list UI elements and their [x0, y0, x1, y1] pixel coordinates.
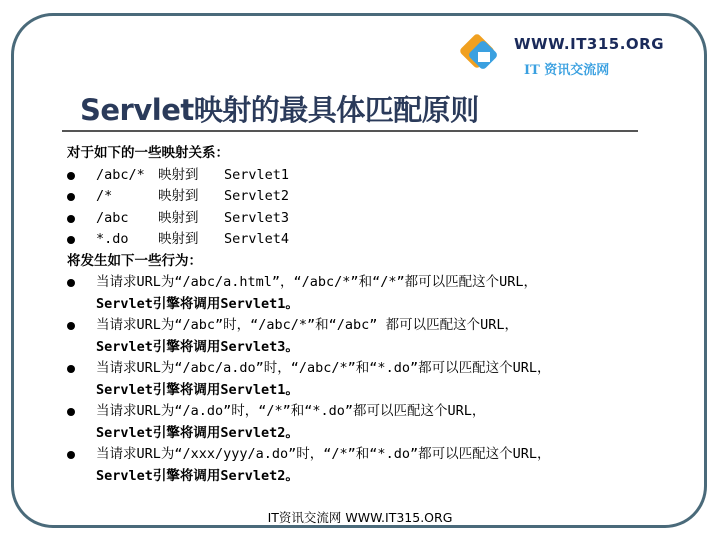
- mapping-path: /abc/*: [96, 166, 145, 183]
- mapping-target: Servlet3: [224, 209, 290, 226]
- mapping-target: Servlet1: [224, 166, 290, 183]
- title-divider: [62, 130, 638, 132]
- slide-title: Servlet映射的最具体匹配原则: [80, 93, 479, 127]
- behavior-item: [67, 444, 550, 487]
- site-logo: [458, 30, 665, 80]
- behavior-condition: 当请求URL为“/a.do”时，“/*”和“*.do”都可以匹配这个URL，: [96, 403, 486, 419]
- mapping-item: [67, 208, 550, 230]
- mapping-path: /abc: [96, 209, 129, 226]
- behavior-result: Servlet引擎将调用Servlet2。: [96, 467, 299, 484]
- bullet-icon: [67, 279, 75, 287]
- mapping-verb: 映射到: [158, 188, 199, 204]
- mapping-target: Servlet2: [224, 188, 290, 204]
- mapping-item: [67, 229, 550, 251]
- behavior-result: Servlet引擎将调用Servlet2。: [96, 424, 299, 441]
- behavior-condition: 当请求URL为“/xxx/yyy/a.do”时，“/*”和“*.do”都可以匹配这个URL，: [96, 446, 551, 462]
- behavior-condition: 当请求URL为“/abc/a.do”时，“/abc/*”和“*.do”都可以匹配这个URL，: [96, 360, 551, 376]
- mapping-verb: 映射到: [158, 209, 199, 226]
- intro-text: 对于如下的一些映射关系：: [67, 145, 229, 161]
- footer-text: IT资讯交流网 WWW.IT315.ORG: [267, 510, 453, 525]
- logo-subtitle: IT 资讯交流网: [524, 63, 610, 78]
- bullet-icon: [67, 236, 75, 244]
- slide-content: [67, 143, 550, 487]
- behavior-item: [67, 358, 550, 401]
- bullet-icon: [67, 365, 75, 373]
- mapping-verb: 映射到: [158, 231, 199, 247]
- behavior-result: Servlet引擎将调用Servlet3。: [96, 338, 299, 355]
- mapping-path: /*: [96, 188, 113, 204]
- bullet-icon: [67, 322, 75, 330]
- behavior-condition: 当请求URL为“/abc/a.html”，“/abc/*”和“/*”都可以匹配这个URL，: [96, 274, 537, 290]
- behaviors-heading: 将发生如下一些行为：: [67, 252, 202, 269]
- bullet-icon: [67, 451, 75, 459]
- bullet-icon: [67, 172, 75, 180]
- logo-emblem-icon: [458, 30, 514, 80]
- mapping-item: [67, 186, 550, 208]
- behavior-item: [67, 272, 550, 315]
- bullet-icon: [67, 193, 75, 201]
- bullet-icon: [67, 408, 75, 416]
- behavior-result: Servlet引擎将调用Servlet1。: [96, 295, 299, 312]
- behavior-result: Servlet引擎将调用Servlet1。: [96, 381, 299, 398]
- mapping-path: *.do: [96, 231, 129, 247]
- behavior-item: [67, 315, 550, 358]
- mapping-item: [67, 165, 550, 187]
- mapping-verb: 映射到: [158, 166, 199, 183]
- bullet-icon: [67, 215, 75, 223]
- behavior-condition: 当请求URL为“/abc”时，“/abc/*”和“/abc” 都可以匹配这个URL，: [96, 317, 518, 333]
- behavior-item: [67, 401, 550, 444]
- mapping-target: Servlet4: [224, 231, 290, 247]
- logo-text: WWW.IT315.ORG: [514, 35, 665, 53]
